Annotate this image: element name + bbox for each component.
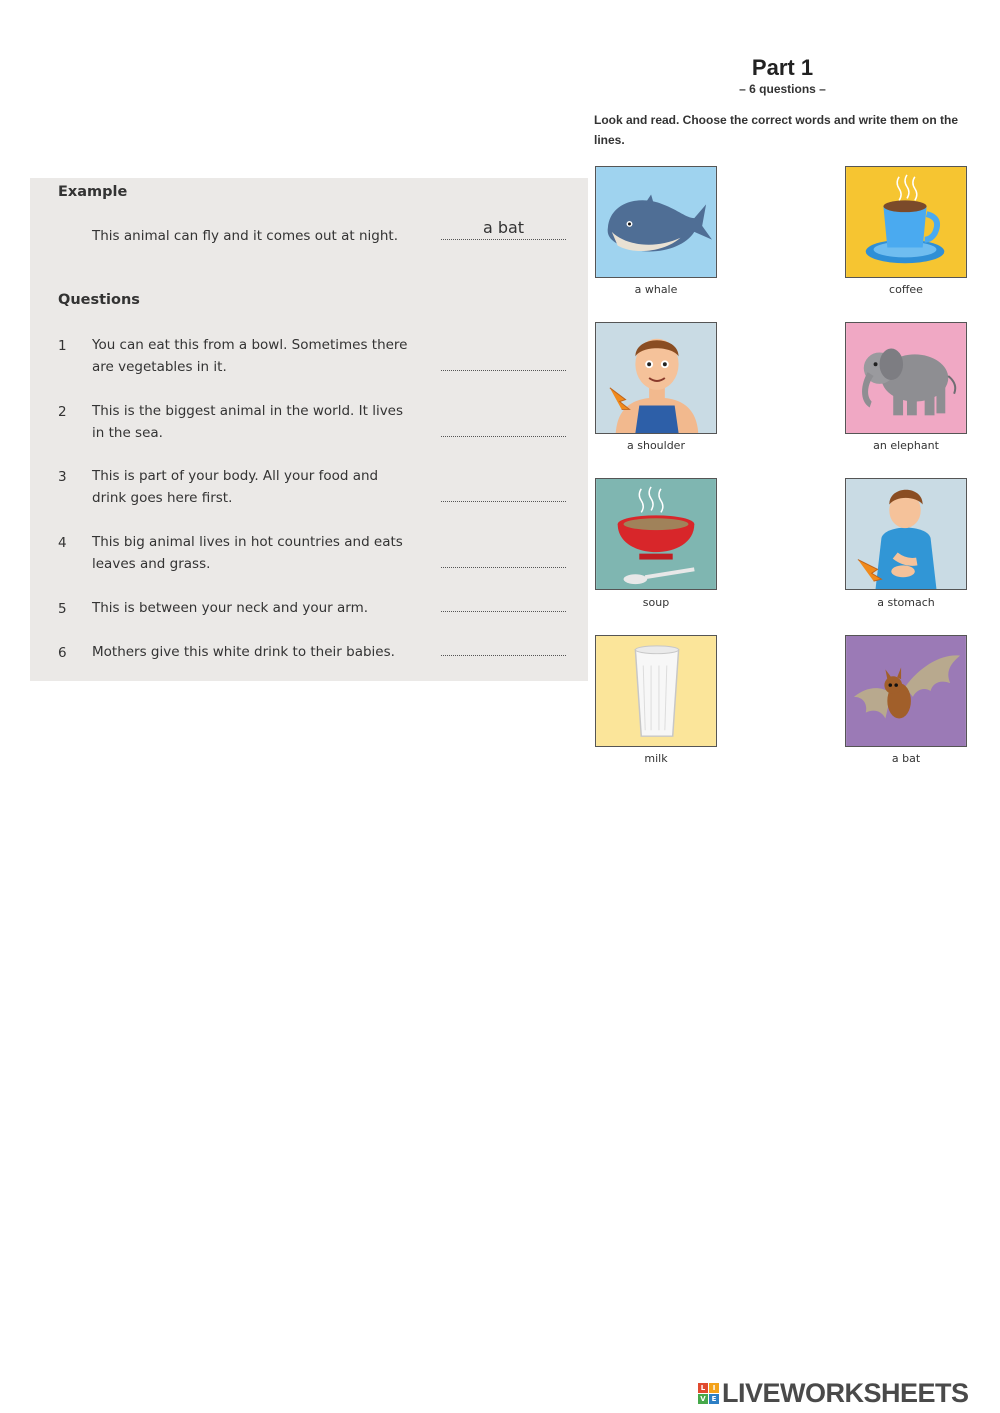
picture-caption: soup xyxy=(642,596,670,609)
picture-card-elephant xyxy=(845,322,967,434)
answer-field-5[interactable] xyxy=(441,591,566,611)
answer-field-1[interactable] xyxy=(441,350,566,370)
logo-square: V xyxy=(698,1394,708,1404)
answer-field-6[interactable] xyxy=(441,635,566,655)
picture-caption: an elephant xyxy=(873,439,939,452)
picture-card-whale xyxy=(595,166,717,278)
picture-caption: milk xyxy=(644,752,668,765)
bat-icon xyxy=(846,636,966,746)
milk-glass-icon xyxy=(596,636,716,746)
example-answer: a bat xyxy=(482,218,525,237)
picture-card-soup xyxy=(595,478,717,590)
question-text xyxy=(92,400,432,444)
picture-caption: a shoulder xyxy=(627,439,685,452)
answer-field-2[interactable] xyxy=(441,416,566,436)
answer-line xyxy=(441,369,566,371)
logo-text: LIVEWORKSHEETS xyxy=(722,1378,969,1408)
example-answer-line xyxy=(441,238,566,240)
answer-field-4[interactable] xyxy=(441,547,566,567)
question-number: 4 xyxy=(58,535,67,551)
picture-caption: a bat xyxy=(891,752,921,765)
question-line: This is part of your body. All your food and xyxy=(92,468,379,484)
question-panel xyxy=(30,178,588,681)
liveworksheets-logo xyxy=(698,1378,969,1409)
whale-icon xyxy=(596,167,716,277)
stomach-icon xyxy=(846,479,966,589)
question-number: 1 xyxy=(58,338,67,354)
shoulder-icon xyxy=(596,323,716,433)
soup-bowl-icon xyxy=(596,479,716,589)
elephant-icon xyxy=(846,323,966,433)
picture-caption: a stomach xyxy=(877,596,935,609)
answer-line xyxy=(441,435,566,437)
questions-heading: Questions xyxy=(58,292,140,308)
picture-card-coffee xyxy=(845,166,967,278)
question-line: This big animal lives in hot countries and eats xyxy=(92,534,403,550)
question-line: drink goes here first. xyxy=(92,490,233,506)
example-heading: Example xyxy=(58,184,128,200)
answer-line xyxy=(441,500,566,502)
question-number: 6 xyxy=(58,645,67,661)
answer-line xyxy=(441,610,566,612)
picture-caption: coffee xyxy=(889,283,923,296)
coffee-cup-icon xyxy=(846,167,966,277)
answer-line xyxy=(441,566,566,568)
picture-caption: a whale xyxy=(634,283,678,296)
question-number: 5 xyxy=(58,601,67,617)
logo-square: I xyxy=(709,1383,719,1393)
picture-card-shoulder xyxy=(595,322,717,434)
question-text xyxy=(92,465,432,509)
answer-field-3[interactable] xyxy=(441,481,566,501)
question-number: 3 xyxy=(58,469,67,485)
question-line: in the sea. xyxy=(92,425,163,441)
picture-card-stomach xyxy=(845,478,967,590)
instructions: Look and read. Choose the correct words and write them on the lines. xyxy=(594,113,959,147)
answer-line xyxy=(441,654,566,656)
example-text: This animal can fly and it comes out at night. xyxy=(92,228,399,244)
question-line: leaves and grass. xyxy=(92,556,211,572)
question-text xyxy=(92,531,432,575)
question-line: are vegetables in it. xyxy=(92,359,227,375)
logo-square: L xyxy=(698,1383,708,1393)
page-subtitle: – 6 questions – xyxy=(739,82,826,96)
question-line: This is the biggest animal in the world. It lives xyxy=(92,403,404,419)
picture-card-milk xyxy=(595,635,717,747)
question-line: You can eat this from a bowl. Sometimes there xyxy=(92,337,408,353)
logo-squares xyxy=(698,1383,719,1404)
logo-square: E xyxy=(709,1394,719,1404)
question-text: Mothers give this white drink to their babies. xyxy=(92,644,395,660)
picture-card-bat xyxy=(845,635,967,747)
page-title: Part 1 xyxy=(751,55,814,80)
question-text xyxy=(92,334,432,378)
question-text: This is between your neck and your arm. xyxy=(92,600,369,616)
question-number: 2 xyxy=(58,404,67,420)
